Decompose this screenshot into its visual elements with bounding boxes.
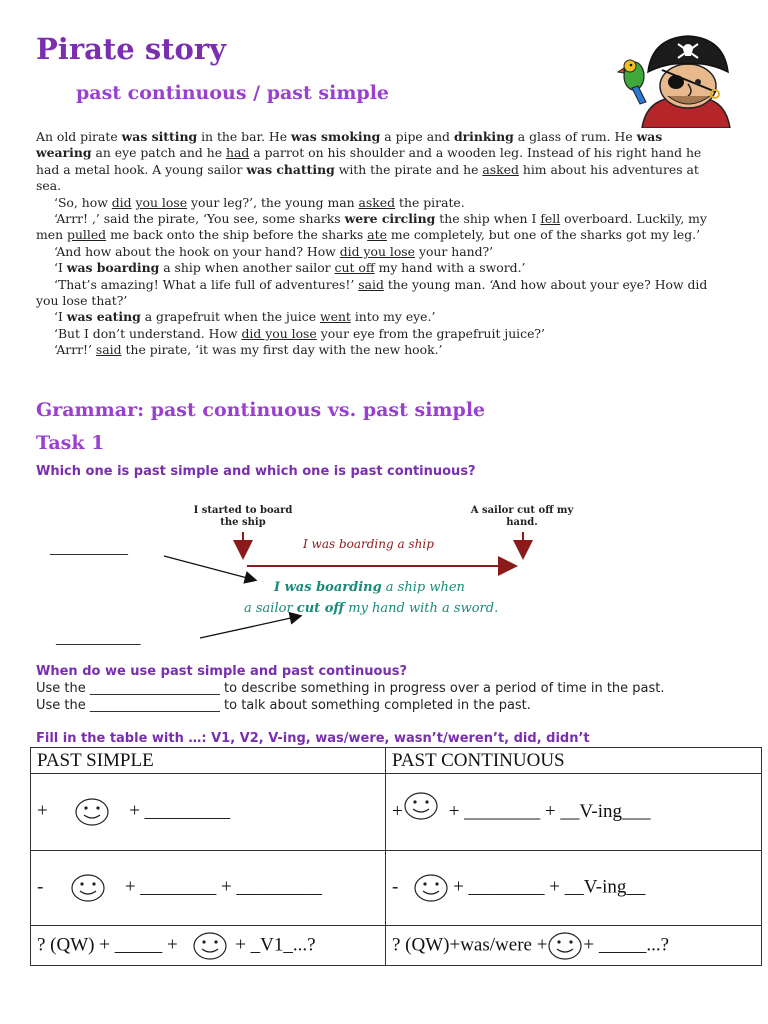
story-text-run: your hand?’ xyxy=(415,243,494,259)
pc-affirmative-text: + ________ + __V-ing___ xyxy=(448,801,651,822)
story-text-run: an eye patch and he xyxy=(91,145,226,161)
story-underlined-verb: you lose xyxy=(135,194,188,210)
story-text-run: the pirate. xyxy=(395,194,465,210)
when-question: When do we use past simple and past continuous? xyxy=(36,664,407,679)
table-cell-pc-negative[interactable] xyxy=(386,851,762,926)
story-text-run: a ship when another sailor xyxy=(159,260,335,276)
story-text-run: ‘So, how xyxy=(54,194,112,210)
use-line-1[interactable]: Use the ____________________ to describe something in progress over a period of time in the past. xyxy=(36,681,665,696)
use-line-2[interactable]: Use the ____________________ to talk about something completed in the past. xyxy=(36,698,531,713)
story-text-run: ‘I xyxy=(54,260,67,276)
story-bold-verb: were circling xyxy=(344,211,436,227)
story-text-run: me completely, but one of the sharks got my leg.’ xyxy=(386,227,701,243)
pc-negative-text: + ________ + __V-ing__ xyxy=(453,876,646,898)
story-bold-verb: was sitting xyxy=(121,129,198,144)
example-rest-2: my hand with a sword. xyxy=(344,601,499,616)
fill-instruction: Fill in the table with …: V1, V2, V-ing, was/were, wasn’t/weren’t, did, didn’t xyxy=(36,731,590,746)
story-bold-verb: was chatting xyxy=(246,161,335,177)
story-text-run: the young man. ‘And how about your eye? How did you lose that?’ xyxy=(36,276,708,309)
story-underlined-verb: went xyxy=(320,309,351,325)
story-underlined-verb: said xyxy=(358,276,384,292)
story-underlined-verb: said xyxy=(95,342,122,358)
page-title: Pirate story xyxy=(36,32,227,66)
table-cell-ps-question[interactable] xyxy=(31,926,386,966)
sign-plus: + xyxy=(37,800,48,822)
story-text-run: him about his adventures at sea. xyxy=(36,161,699,194)
smiley-icon xyxy=(413,873,449,903)
table-cell-ps-negative[interactable] xyxy=(31,851,386,926)
story-underlined-verb: pulled xyxy=(67,227,107,243)
example-bold-1: I was boarding xyxy=(274,580,382,595)
story-text-run: your eye from the grapefruit juice?’ xyxy=(316,325,545,341)
story-text-run: ‘I xyxy=(54,309,67,325)
example-rest-1: a ship when xyxy=(381,580,465,595)
story-text-run: a parrot on his shoulder and a wooden leg. Instead of his right hand he had a metal hook. A young sailor xyxy=(36,145,702,177)
diagram-blank-1[interactable]: ____________ xyxy=(50,541,128,556)
story-text-run: the ship when I xyxy=(435,211,541,227)
story-bold-verb: was eating xyxy=(66,309,141,325)
story-underlined-verb: had xyxy=(226,145,250,161)
ps-question-text-b: + _V1_...? xyxy=(235,933,316,955)
grammar-heading: Grammar: past continuous vs. past simple xyxy=(36,399,486,421)
pc-question-text-a: ? (QW)+was/were + xyxy=(392,933,548,955)
sign-minus: - xyxy=(37,876,44,898)
table-cell-pc-question[interactable] xyxy=(386,926,762,966)
story-text-run: my hand with a sword.’ xyxy=(374,260,526,276)
story-bold-verb: drinking xyxy=(453,129,514,144)
grammar-table xyxy=(30,747,762,966)
arrow-icon xyxy=(164,556,255,580)
story-text-run: ‘And how about the hook on your hand? How xyxy=(54,243,340,259)
smiley-icon xyxy=(70,873,106,903)
story-text-run: in the bar. He xyxy=(197,129,292,144)
diagram-label-right: A sailor cut off my hand. xyxy=(470,505,574,528)
story-underlined-verb: did you lose xyxy=(339,243,415,259)
story-underlined-verb: cut off xyxy=(334,260,375,276)
story-bold-verb: was wearing xyxy=(36,129,663,161)
example-start-2: a sailor xyxy=(244,601,297,616)
smiley-icon xyxy=(403,791,439,821)
ps-negative-text: + ________ + _________ xyxy=(124,876,323,898)
smiley-icon xyxy=(192,931,228,961)
story-text-run: a pipe and xyxy=(380,129,454,144)
story-text-run: me back onto the ship before the sharks xyxy=(106,227,368,243)
story-text-run: a glass of rum. He xyxy=(513,129,637,144)
arrow-icon xyxy=(200,616,300,638)
story-underlined-verb: did xyxy=(111,194,132,210)
page-subtitle: past continuous / past simple xyxy=(76,82,390,104)
example-sentence-line-2 xyxy=(244,601,498,616)
story-text-run: ‘Arrr!’ xyxy=(54,342,96,358)
timeline-label: I was boarding a ship xyxy=(303,537,434,551)
table-cell-pc-affirmative[interactable] xyxy=(386,774,762,851)
table-header-past-simple: PAST SIMPLE xyxy=(31,748,386,774)
story-bold-verb: was boarding xyxy=(66,260,160,276)
story-underlined-verb: ate xyxy=(367,227,387,243)
diagram-label-left: I started to board the ship xyxy=(193,505,293,528)
story-underlined-verb: fell xyxy=(540,211,561,227)
sign-minus: - xyxy=(392,876,399,898)
smiley-icon xyxy=(74,797,110,827)
story-text-run: a grapefruit when the juice xyxy=(140,309,320,325)
task-question: Which one is past simple and which one is past continuous? xyxy=(36,464,476,479)
ps-affirmative-text: + _________ xyxy=(129,800,231,822)
story-text-run: ‘That’s amazing! What a life full of adventures!’ xyxy=(54,276,359,292)
story-text-run: overboard. Luckily, my men xyxy=(36,211,707,243)
story-underlined-verb: did you lose xyxy=(241,325,317,341)
example-sentence-line-1 xyxy=(274,580,465,595)
story-text-run: into my eye.’ xyxy=(350,309,436,325)
story-underlined-verb: asked xyxy=(358,194,396,210)
story-text-run: An old pirate xyxy=(36,129,122,144)
story-text-run: ‘But I don’t understand. How xyxy=(54,325,242,341)
story-underlined-verb: asked xyxy=(482,161,519,177)
table-cell-ps-affirmative[interactable] xyxy=(31,774,386,851)
story-text-run: ‘Arrr! ,’ said the pirate, ‘You see, some sharks xyxy=(54,211,345,227)
diagram-blank-2[interactable]: _____________ xyxy=(56,631,141,646)
story-text-run: with the pirate and he xyxy=(334,161,483,177)
story-bold-verb: was smoking xyxy=(291,129,381,144)
story-text-run: your leg?’, the young man xyxy=(187,194,359,210)
table-header-past-continuous: PAST CONTINUOUS xyxy=(386,748,762,774)
smiley-icon xyxy=(547,931,583,961)
story-text-run: the pirate, ‘it was my first day with the new hook.’ xyxy=(121,342,443,358)
task-heading: Task 1 xyxy=(36,432,105,454)
pc-question-text-b: + _____...? xyxy=(583,933,670,955)
ps-question-text-a: ? (QW) + _____ + xyxy=(37,933,178,955)
example-bold-2: cut off xyxy=(296,601,345,616)
sign-plus: + xyxy=(392,801,403,822)
